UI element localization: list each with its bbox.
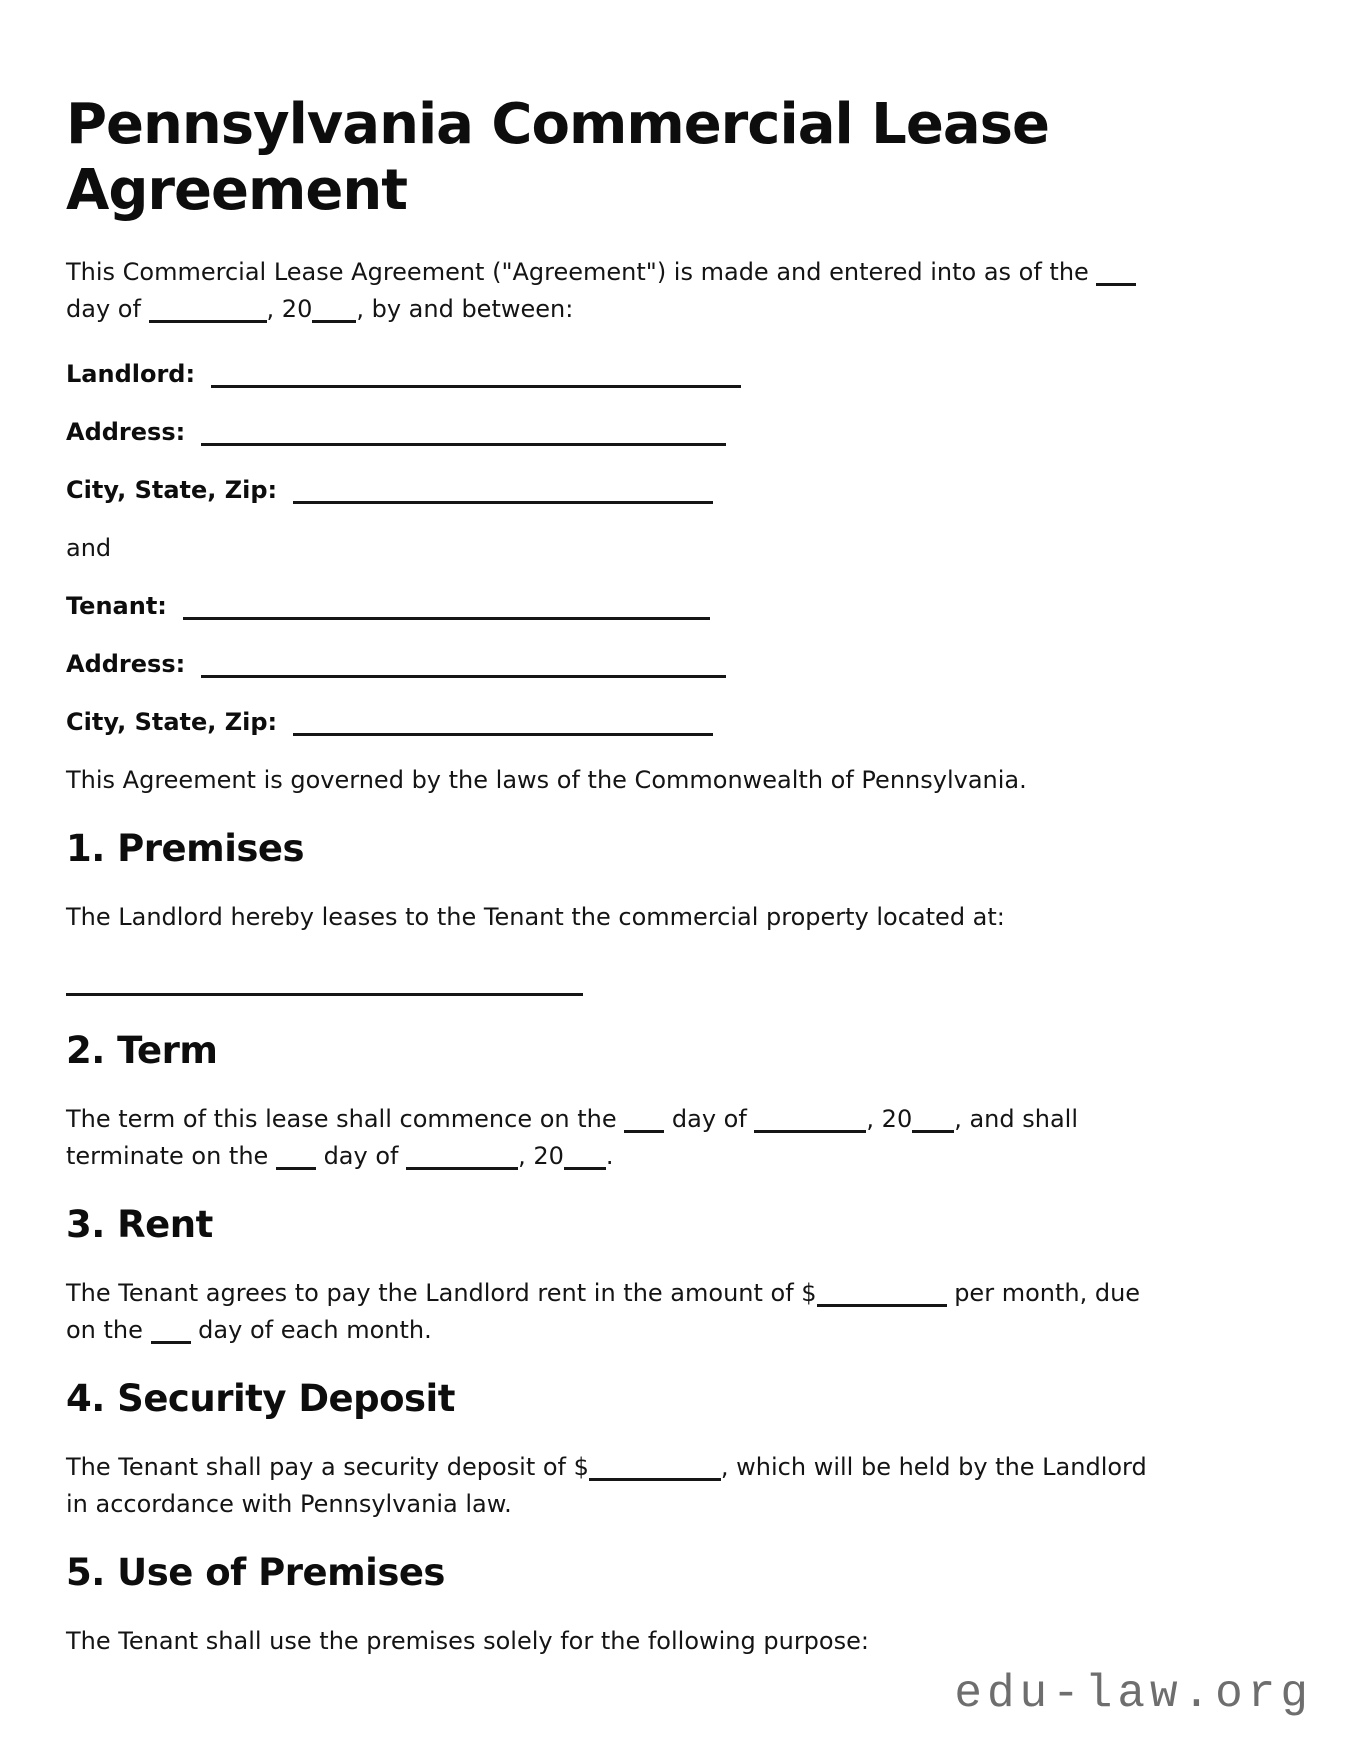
section-security-deposit-heading: 4. Security Deposit: [66, 1377, 455, 1421]
tenant-city-state-zip-label: City, State, Zip:: [66, 708, 278, 737]
blank-fill-line: [624, 1110, 664, 1133]
blank-fill-line: [276, 1147, 316, 1170]
watermark: edu-law.org: [954, 1668, 1313, 1720]
section-rent-paragraph: The Tenant agrees to pay the Landlord rent in the amount of $ per month, due on the day of each month.: [66, 1279, 1141, 1345]
section-rent: [66, 1203, 1296, 1349]
blank-fill-line: [754, 1110, 866, 1133]
tenant-city-state-zip-fill-line: [293, 708, 713, 736]
blank-fill-line: [312, 300, 356, 323]
section-term-heading: 2. Term: [66, 1029, 218, 1073]
landlord-address-label: Address:: [66, 418, 186, 447]
section-premises: [66, 827, 1296, 1001]
blank-fill-line: [183, 597, 710, 620]
blank-fill-line: [817, 1284, 947, 1307]
blank-fill-line: [293, 481, 713, 504]
blank-fill-line: [293, 713, 713, 736]
section-security-deposit-paragraph: The Tenant shall pay a security deposit of $ , which will be held by the Landlord in accordance with Pennsylvania law.: [66, 1453, 1147, 1519]
tenant-address-fill-line: [201, 650, 726, 678]
landlord-row: [66, 356, 1296, 393]
tenant-label: Tenant:: [66, 592, 167, 621]
parties-separator: and: [66, 534, 112, 563]
landlord-address-fill-line: [201, 418, 726, 446]
blank-fill-line: [201, 423, 726, 446]
tenant-city-state-zip-row: [66, 704, 1296, 741]
tenant-address-row: [66, 646, 1296, 683]
tenant-address-label: Address:: [66, 650, 186, 679]
landlord-address-row: [66, 414, 1296, 451]
landlord-city-state-zip-fill-line: [293, 476, 713, 504]
blank-fill-line: [589, 1458, 721, 1481]
landlord-label: Landlord:: [66, 360, 196, 389]
landlord-city-state-zip-row: [66, 472, 1296, 509]
blank-fill-line: [66, 973, 583, 996]
section-term: [66, 1029, 1296, 1175]
section-term-paragraph: The term of this lease shall commence on the day of , 20 , and shall terminate on the day of , 20 .: [66, 1105, 1079, 1171]
section-rent-heading: 3. Rent: [66, 1203, 213, 1247]
document-title: Pennsylvania Commercial Lease Agreement: [66, 92, 1049, 224]
section-use-of-premises: [66, 1551, 1296, 1660]
blank-fill-line: [564, 1147, 606, 1170]
blank-fill-line: [211, 365, 741, 388]
blank-fill-line: [201, 655, 726, 678]
section-premises-paragraph: The Landlord hereby leases to the Tenant the commercial property located at:: [66, 903, 1005, 932]
section-use-of-premises-heading: 5. Use of Premises: [66, 1551, 445, 1595]
intro-paragraph: This Commercial Lease Agreement ("Agreement") is made and entered into as of the day of , 20 , by and between:: [66, 254, 1296, 328]
landlord-fill-line: [211, 360, 741, 388]
section-use-of-premises-paragraph: The Tenant shall use the premises solely for the following purpose:: [66, 1627, 869, 1656]
governing-law-paragraph: This Agreement is governed by the laws of the Commonwealth of Pennsylvania.: [66, 766, 1027, 795]
section-security-deposit: [66, 1377, 1296, 1523]
blank-fill-line: [149, 300, 267, 323]
tenant-row: [66, 588, 1296, 625]
blank-fill-line: [1096, 263, 1136, 286]
blank-fill-line: [912, 1110, 954, 1133]
section-premises-heading: 1. Premises: [66, 827, 305, 871]
tenant-fill-line: [183, 592, 710, 620]
blank-fill-line: [406, 1147, 518, 1170]
premises-address-fill-line: [66, 964, 1296, 1001]
landlord-city-state-zip-label: City, State, Zip:: [66, 476, 278, 505]
blank-fill-line: [151, 1321, 191, 1344]
